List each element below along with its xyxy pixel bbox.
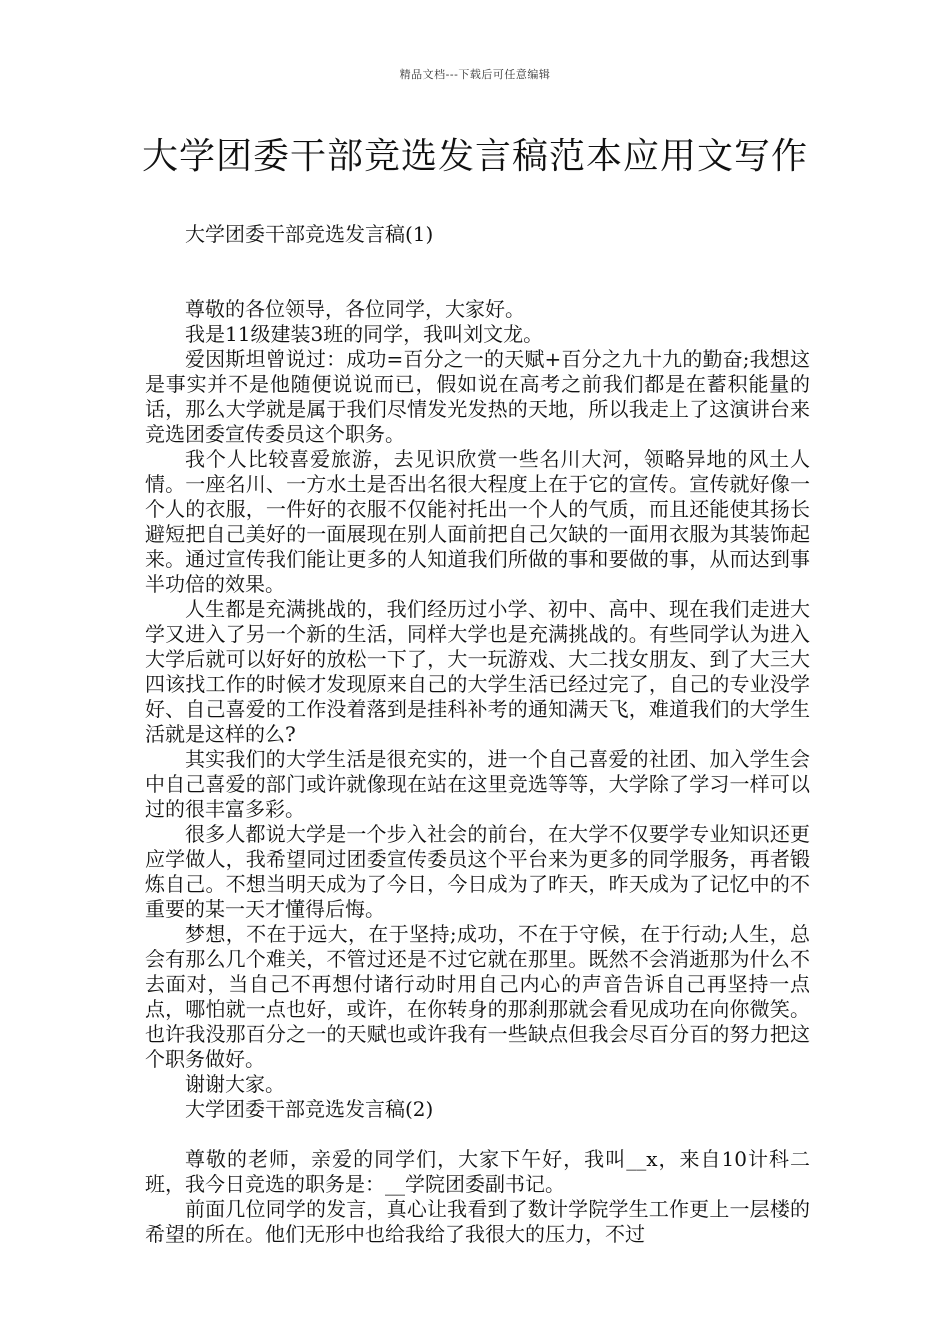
paragraph: 尊敬的各位领导，各位同学，大家好。	[185, 297, 525, 321]
paragraph: 很多人都说大学是一个步入社会的前台，在大学不仅要学专业知识还更应学做人，我希望同过团委宣传委员这个平台来为更多的同学服务，再者锻炼自己。不想当明天成为了今日，今日成为了昨天，昨天成为了记忆中的不重要的某一天才懂得后悔。	[145, 822, 810, 921]
spacer	[145, 247, 810, 272]
paragraph: 谢谢大家。	[185, 1072, 285, 1096]
section-1-heading: 大学团委干部竞选发言稿(1)	[185, 222, 434, 246]
header-note: 精品文档---下载后可任意编辑	[399, 68, 551, 81]
paragraph: 我个人比较喜爱旅游，去见识欣赏一些名川大河，领略异地的风土人情。一座名川、一方水土是否出名很大程度上在于它的宣传。宣传就好像一个人的衣服，一件好的衣服不仅能衬托出一个人的气质，而且还能使其扬长避短把自己美好的一面展现在别人面前把自己欠缺的一面用衣服为其装饰起来。通过宣传我们能让更多的人知道我们所做的事和要做的事，从而达到事半功倍的效果。	[145, 447, 810, 596]
spacer	[145, 272, 810, 297]
document-title: 大学团委干部竞选发言稿范本应用文写作	[141, 136, 808, 177]
section-2-heading: 大学团委干部竞选发言稿(2)	[185, 1097, 434, 1121]
spacer	[145, 1122, 810, 1147]
paragraph: 人生都是充满挑战的，我们经历过小学、初中、高中、现在我们走进大学又进入了另一个新的生活，同样大学也是充满挑战的。有些同学认为进入大学后就可以好好的放松一下了，大一玩游戏、大二找女朋友、到了大三大四该找工作的时候才发现原来自己的大学生活已经过完了，自己的专业没学好、自己喜爱的工作没着落到是挂科补考的通知满天飞，难道我们的大学生活就是这样的么?	[145, 597, 810, 746]
paragraph: 前面几位同学的发言，真心让我看到了数计学院学生工作更上一层楼的希望的所在。他们无形中也给我给了我很大的压力，不过	[145, 1197, 810, 1246]
paragraph: 尊敬的老师，亲爱的同学们，大家下午好，我叫__x，来自10计科二班，我今日竞选的职务是：__学院团委副书记。	[145, 1147, 810, 1196]
paragraph: 爱因斯坦曾说过：成功=百分之一的天赋+百分之九十九的勤奋;我想这是事实并不是他随便说说而已，假如说在高考之前我们都是在蓄积能量的话，那么大学就是属于我们尽情发光发热的天地，所以我走上了这演讲台来竞选团委宣传委员这个职务。	[145, 347, 810, 446]
paragraph: 我是11级建装3班的同学，我叫刘文龙。	[185, 322, 544, 346]
document-body	[145, 222, 810, 1247]
paragraph: 梦想，不在于远大，在于坚持;成功，不在于守候，在于行动;人生，总会有那么几个难关，不管过还是不过它就在那里。既然不会消逝那为什么不去面对，当自己不再想付诸行动时用自己内心的声音告诉自己再坚持一点点，哪怕就一点也好，或许，在你转身的那刹那就会看见成功在向你微笑。也许我没那百分之一的天赋也或许我有一些缺点但我会尽百分百的努力把这个职务做好。	[145, 922, 810, 1071]
paragraph: 其实我们的大学生活是很充实的，进一个自己喜爱的社团、加入学生会中自己喜爱的部门或许就像现在站在这里竞选等等，大学除了学习一样可以过的很丰富多彩。	[145, 747, 810, 821]
